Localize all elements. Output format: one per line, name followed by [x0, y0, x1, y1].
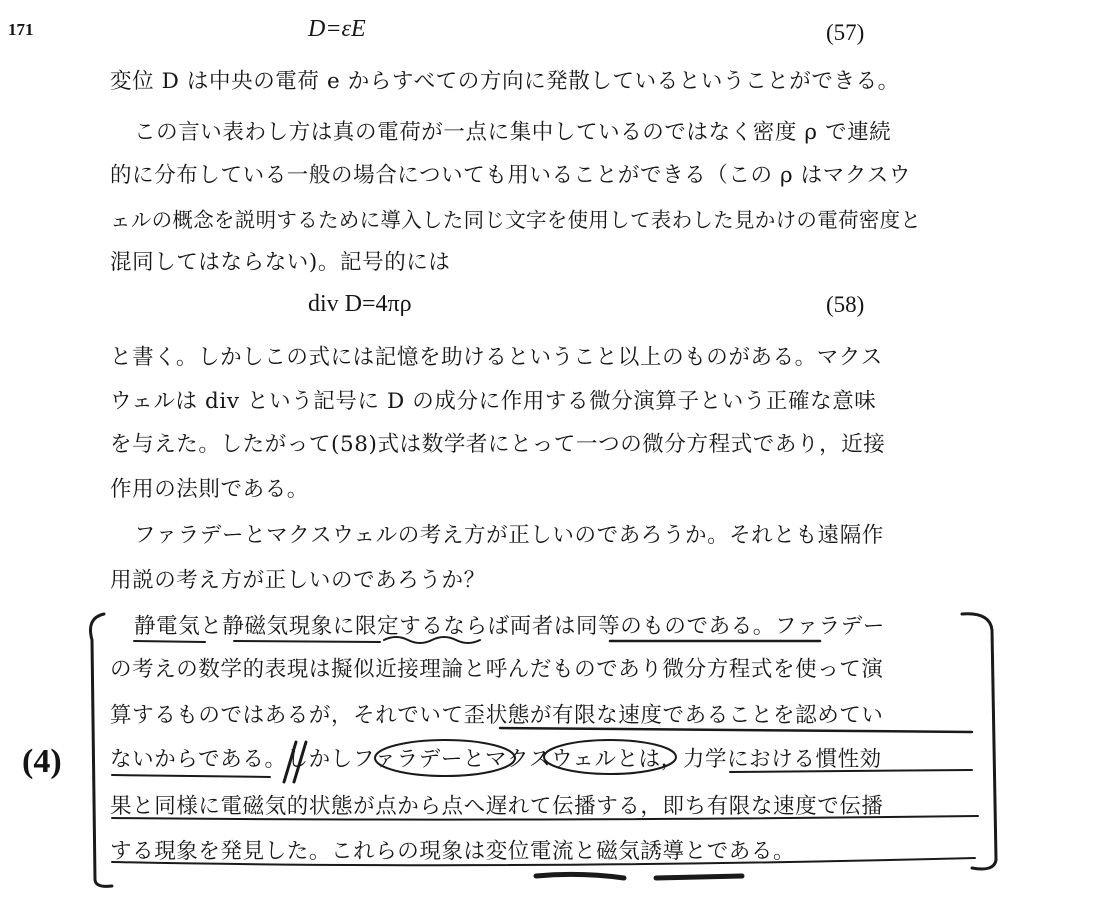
text-line: ウェルは div という記号に D の成分に作用する微分演算子という正確な意味 [110, 389, 877, 414]
text-line: と書く。しかしこの式には記憶を助けるということ以上のものがある。マクス [110, 345, 883, 370]
text-line: を与えた。したがって(58)式は数学者にとって一つの微分方程式であり，近接 [110, 432, 886, 457]
text-line: 的に分布している一般の場合についても用いることができる（この ρ はマクスウ [110, 163, 911, 188]
left-bracket [91, 614, 113, 886]
margin-note: (4) [22, 743, 62, 780]
text-line: ェルの概念を説明するために導入した同じ文字を使用して表わした見かけの電荷密度と [110, 208, 922, 232]
equation-57: D=εE [308, 16, 366, 42]
text-line: の考えの数学的表現は擬似近接理論と呼んだものであり微分方程式を使って演 [110, 657, 884, 682]
text-line: 混同してはならない)。記号的には [110, 250, 451, 275]
underline [234, 641, 380, 642]
text-line: 静電気と静磁気現象に限定するならば両者は同等のものである。ファラデー [134, 614, 885, 639]
equation-58-number: (58) [826, 292, 865, 317]
text-line: 算するものではあるが，それでいて歪状態が有限な速度であることを認めてい [110, 703, 884, 728]
text-line: 用説の考え方が正しいのであろうか？ [110, 568, 486, 593]
equation-58: div D=4πρ [308, 291, 412, 317]
page-number: 171 [8, 20, 34, 39]
equation-57-number: (57) [826, 20, 865, 45]
text-line: 変位 D は中央の電荷 e からすべての方向に発散しているということができる。 [110, 69, 900, 94]
text-line: この言い表わし方は真の電荷が一点に集中しているのではなく密度 ρ で連続 [134, 120, 892, 145]
underline [134, 641, 205, 642]
text-line: 果と同様に電磁気的状態が点から点へ遅れて伝播する，即ち有限な速度で伝播 [110, 794, 884, 819]
text-line: 作用の法則である。 [110, 477, 309, 502]
text-line: ファラデーとマクスウェルの考え方が正しいのであろうか。それとも遠隔作 [134, 523, 884, 548]
underline [112, 775, 270, 777]
thick-underline [656, 876, 742, 878]
thick-underline [536, 874, 624, 878]
right-bracket [962, 614, 996, 869]
text-line: する現象を発見した。これらの現象は変位電流と磁気誘導とである。 [110, 839, 796, 864]
text-line: ないからである。しかしファラデーとマクスウェルとは，力学における慣性効 [110, 747, 882, 772]
